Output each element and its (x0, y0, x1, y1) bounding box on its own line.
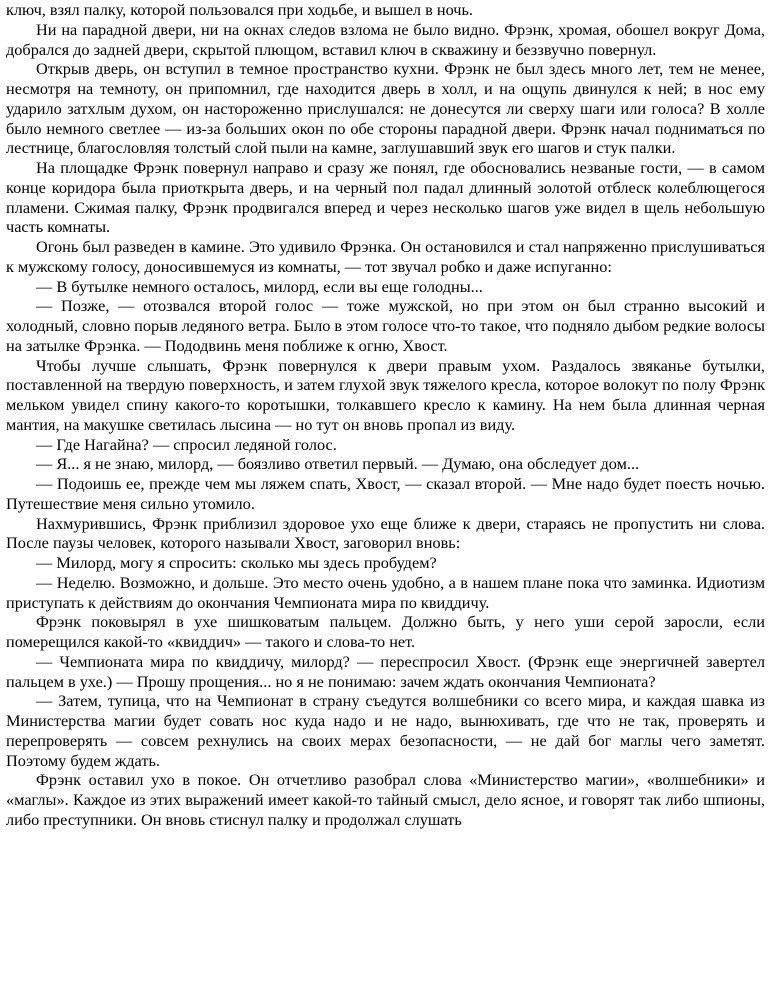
paragraph: Нахмурившись, Фрэнк приблизил здоровое ухо еще ближе к двери, стараясь не пропустить ни слова. После паузы человек, которого называли Хвост, заговорил вновь: (6, 513, 765, 553)
paragraph: ключ, взял палку, которой пользовался при ходьбе, и вышел в ночь. (6, 0, 473, 19)
paragraph: Чтобы лучше слышать, Фрэнк повернулся к двери правым ухом. Раздалось звяканье бутылки, поставленной на твердую поверхность, и затем глухой звук тяжелого кресла, которое волокут по полу Фрэнк мельком увидел спину какого-то коротышки, толкавшего кресло к камину. На нем была длинная черная мантия, на макушке светилась лысина — но тут он вновь пропал из виду. (6, 355, 765, 434)
paragraph: — Милорд, могу я спросить: сколько мы здесь пробудем? (36, 553, 437, 572)
paragraph: — Я... я не знаю, милорд, — боязливо ответил первый. — Думаю, она обследует дом... (36, 454, 640, 474)
paragraph: Открыв дверь, он вступил в темное пространство кухни. Фрэнк не был здесь много лет, тем не менее, несмотря на темноту, он припомнил, где находится дверь в холл, и на ощупь двинулся к ней; в нос ему ударило затхлым духом, он настороженно прислушался: не донесутся ли сверху шаги или голоса? В холле было немного светлее — из-за больших окон по обе стороны парадной двери. Фрэнк начал подниматься по лестнице, благословляя толстый слой пыли на камне, заглушавший звук его шагов и стук палки. (6, 59, 765, 158)
paragraph: Ни на парадной двери, ни на окнах следов взлома не было видно. Фрэнк, хромая, обошел вокруг Дома, добрался до задней двери, скрытой плющом, вставил ключ в скважину и беззвучно повернул. (6, 19, 765, 59)
paragraph: — Чемпионата мира по квиддичу, милорд? — переспросил Хвост. (Фрэнк еще энергичней завертел пальцем в ухе.) — Прошу прощения... но я не понимаю: зачем ждать окончания Чемпионата? (6, 651, 765, 691)
paragraph: Фрэнк оставил ухо в покое. Он отчетливо разобрал слова «Министерство магии», «волшебники» и «маглы». Каждое из этих выражений имеет какой-то тайный смысл, дело ясное, и говорят так либо шпионы, либо преступники. Он вновь стиснул палку и продолжал слушать (6, 770, 765, 829)
paragraph: — Неделю. Возможно, и дольше. Это место очень удобно, а в нашем плане пока что заминка. Идиотизм приступать к действиям до окончания Чемпионата мира по квиддичу. (6, 572, 765, 612)
paragraph: — Подоишь ее, прежде чем мы ляжем спать, Хвост, — сказал второй. — Мне надо будет поесть ночью. Путешествие меня сильно утомило. (6, 474, 765, 513)
paragraph: — В бутылке немного осталось, милорд, если вы еще голодны... (36, 276, 483, 296)
paragraph: — Где Нагайна? — спросил ледяной голос. (36, 434, 337, 454)
paragraph: — Позже, — отозвался второй голос — тоже мужской, но при этом он был странно высокий и холодный, словно порыв ледяного ветра. Было в этом голосе что-то такое, что подняло дыбом редкие волосы на затылке Фрэнка. — Пододвинь меня поближе к огню, Хвост. (6, 296, 765, 355)
paragraph: На площадке Фрэнк повернул направо и сразу же понял, где обосновались незваные гости, — в самом конце коридора была приоткрыта дверь, и на черный пол падал длинный золотой отблеск колеблющегося пламени. Сжимая палку, Фрэнк продвигался вперед и через несколько шагов уже видел в щель небольшую часть комнаты. (6, 158, 765, 237)
paragraph: Фрэнк поковырял в ухе шишковатым пальцем. Должно быть, у него уши серой заросли, если померещился какой-то «квиддич» — такого и слова-то нет. (6, 612, 765, 651)
paragraph: Огонь был разведен в камине. Это удивило Фрэнка. Он остановился и стал напряженно прислушиваться к мужскому голосу, доносившемуся из комнаты, — тот звучал робко и даже испуганно: (6, 237, 765, 276)
paragraph: — Затем, тупица, что на Чемпионат в страну съедутся волшебники со всего мира, и каждая шавка из Министерства магии будет совать нос куда надо и не надо, вынюхивать, где что не так, проверять и перепроверять — совсем рехнулись на своих мерах безопасности, — не дай бог маглы чего заметят. Поэтому будем ждать. (6, 691, 765, 770)
